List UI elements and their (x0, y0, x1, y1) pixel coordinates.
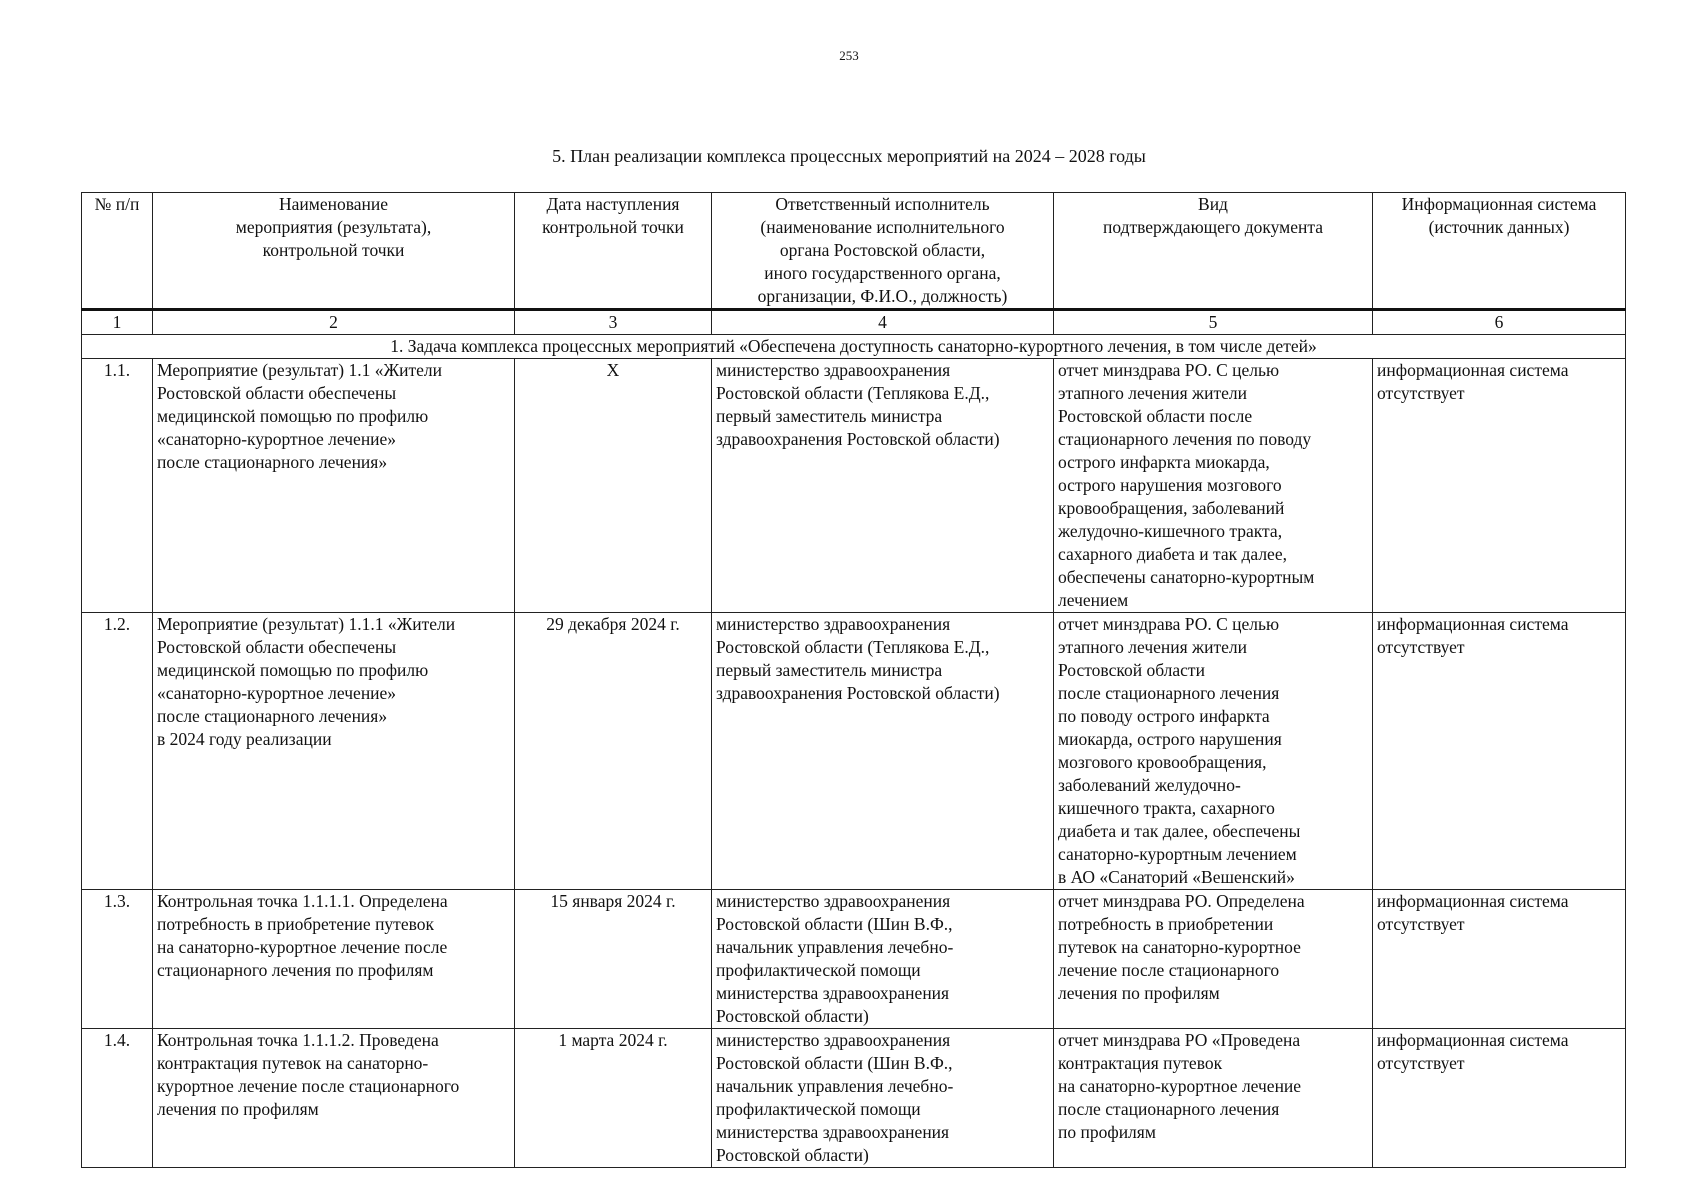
row-system: информационная система отсутствует (1373, 359, 1626, 613)
task-title: 1. Задача комплекса процессных мероприятий «Обеспечена доступность санаторно-курортного лечения, в том числе детей» (82, 335, 1626, 359)
row-document: отчет минздрава РО. С целью этапного лечения жители Ростовской области после стационарного лечения по поводу острого инфаркта миокарда, острого нарушения мозгового кровообращения, заболеваний желудочно- кишечного тракта, сахарного диабета и так далее, обеспечены санаторно-курортным лечением в АО «Санаторий «Вешенский» (1054, 613, 1373, 890)
row-document: отчет минздрава РО. С целью этапного лечения жители Ростовской области после стационарного лечения по поводу острого инфаркта миокарда, острого нарушения мозгового кровообращения, заболеваний желудочно-кишечного тракта, сахарного диабета и так далее, обеспечены санаторно-курортным лечением (1054, 359, 1373, 613)
row-document: отчет минздрава РО «Проведена контрактация путевок на санаторно-курортное лечение после стационарного лечения по профилям (1054, 1029, 1373, 1168)
row-number: 1.1. (82, 359, 153, 613)
table-row (82, 890, 1626, 1029)
column-number: 1 (82, 310, 153, 335)
document-title: 5. План реализации комплекса процессных мероприятий на 2024 – 2028 годы (552, 146, 1146, 166)
row-date: Х (515, 359, 712, 613)
row-date: 29 декабря 2024 г. (515, 613, 712, 890)
row-number: 1.2. (82, 613, 153, 890)
row-date: 15 января 2024 г. (515, 890, 712, 1029)
header-name: Наименование мероприятия (результата), контрольной точки (153, 193, 515, 310)
row-responsible: министерство здравоохранения Ростовской области (Шин В.Ф., начальник управления лечебно- профилактической помощи министерства здравоохранения Ростовской области) (712, 1029, 1054, 1168)
column-number: 5 (1054, 310, 1373, 335)
table-row (82, 1029, 1626, 1168)
column-number-row (82, 310, 1626, 335)
header-system: Информационная система (источник данных) (1373, 193, 1626, 310)
row-responsible: министерство здравоохранения Ростовской области (Теплякова Е.Д., первый заместитель министра здравоохранения Ростовской области) (712, 613, 1054, 890)
plan-table (81, 192, 1626, 1168)
row-responsible: министерство здравоохранения Ростовской области (Теплякова Е.Д., первый заместитель министра здравоохранения Ростовской области) (712, 359, 1054, 613)
row-name: Контрольная точка 1.1.1.1. Определена потребность в приобретение путевок на санаторно-курортное лечение после стационарного лечения по профилям (153, 890, 515, 1029)
row-name: Мероприятие (результат) 1.1.1 «Жители Ростовской области обеспечены медицинской помощью по профилю «санаторно-курортное лечение» после стационарного лечения» в 2024 году реализации (153, 613, 515, 890)
row-name: Контрольная точка 1.1.1.2. Проведена контрактация путевок на санаторно- курортное лечение после стационарного лечения по профилям (153, 1029, 515, 1168)
header-responsible: Ответственный исполнитель (наименование исполнительного органа Ростовской области, иного государственного органа, организации, Ф.И.О., должность) (712, 193, 1054, 310)
row-date: 1 марта 2024 г. (515, 1029, 712, 1168)
row-responsible: министерство здравоохранения Ростовской области (Шин В.Ф., начальник управления лечебно- профилактической помощи министерства здравоохранения Ростовской области) (712, 890, 1054, 1029)
table-row (82, 359, 1626, 613)
column-number: 6 (1373, 310, 1626, 335)
row-document: отчет минздрава РО. Определена потребность в приобретении путевок на санаторно-курортное лечение после стационарного лечения по профилям (1054, 890, 1373, 1029)
task-row (82, 335, 1626, 359)
row-number: 1.4. (82, 1029, 153, 1168)
column-number: 2 (153, 310, 515, 335)
column-number: 4 (712, 310, 1054, 335)
table-row (82, 613, 1626, 890)
row-name: Мероприятие (результат) 1.1 «Жители Ростовской области обеспечены медицинской помощью по профилю «санаторно-курортное лечение» после стационарного лечения» (153, 359, 515, 613)
row-number: 1.3. (82, 890, 153, 1029)
row-system: информационная система отсутствует (1373, 1029, 1626, 1168)
header-row (82, 193, 1626, 310)
row-system: информационная система отсутствует (1373, 890, 1626, 1029)
header-number: № п/п (82, 193, 153, 310)
page-number: 253 (839, 48, 859, 63)
row-system: информационная система отсутствует (1373, 613, 1626, 890)
header-date: Дата наступления контрольной точки (515, 193, 712, 310)
header-document: Вид подтверждающего документа (1054, 193, 1373, 310)
column-number: 3 (515, 310, 712, 335)
